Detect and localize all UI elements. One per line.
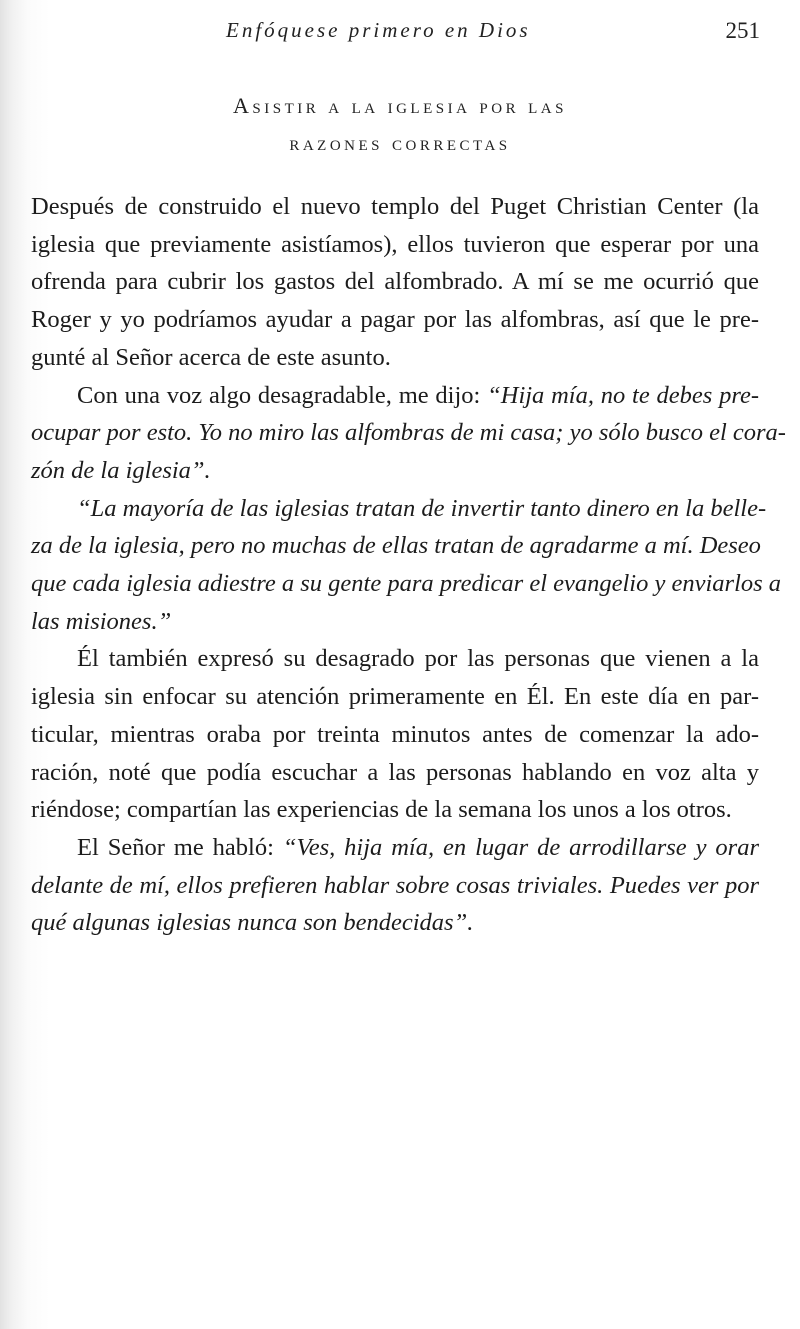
paragraph-1 [31,188,759,377]
text-line: iglesia sin enfocar su atención primeramente en Él. En este día en par- [31,683,759,711]
text-line: ticular, mientras oraba por treinta minutos antes de comenzar la ado- [31,720,759,748]
text-line: iglesia que previamente asistíamos), ellos tuvieron que esperar por una [31,230,759,258]
section-heading-line-1: Asistir a la iglesia por las [233,93,567,118]
section-heading-line-2: razones correctas [289,130,511,155]
body-text [31,188,786,942]
text-plain: Con una voz algo desagradable, me dijo: [77,381,488,409]
text-line [31,829,759,867]
paragraph-3 [31,490,782,641]
text-line: ofrenda para cubrir los gastos del alfombrado. A mí se me ocurrió que [31,268,759,296]
paragraph-2 [31,377,786,490]
text-line: riéndose; compartían las experiencias de la semana los unos a los otros. [31,796,732,824]
running-title: Enfóquese primero en Dios [226,18,531,42]
text-line: Después de construido el nuevo templo del Puget Christian Center (la [31,193,759,220]
text-line: Él también expresó su desagrado por las personas que vienen a la [77,645,759,673]
quote-italic: “Ves, hija mía, en lugar de arrodillarse y orar [282,833,759,861]
text-line: gunté al Señor acerca de este asunto. [31,343,391,371]
paragraph-5 [31,829,759,942]
text-plain: El Señor me habló: [77,833,283,861]
section-heading [60,87,740,161]
quote-line: zón de la iglesia”. [31,456,211,484]
running-header [0,18,800,48]
quote-line: qué algunas iglesias nunca son bendecidas”. [31,909,474,937]
text-line: Roger y yo podríamos ayudar a pagar por las alfombras, así que le pre- [31,306,759,334]
quote-line: za de la iglesia, pero no muchas de ellas tratan de agradarme a mí. Deseo [31,532,761,560]
quote-line: “La mayoría de las iglesias tratan de invertir tanto dinero en la belle- [77,494,767,522]
text-line [31,377,759,415]
quote-line: delante de mí, ellos prefieren hablar sobre cosas triviales. Puedes ver por [31,871,759,899]
text-line: ración, noté que podía escuchar a las personas hablando en voz alta y [31,758,759,786]
quote-italic: “Hija mía, no te debes pre- [487,381,759,409]
quote-line: ocupar por esto. Yo no miro las alfombras de mi casa; yo sólo busco el cora- [31,419,786,447]
page-number: 251 [725,18,760,43]
paragraph-4 [31,640,759,829]
quote-line: las misiones.” [31,607,172,635]
quote-line: que cada iglesia adiestre a su gente para predicar el evangelio y enviarlos a [31,570,782,598]
